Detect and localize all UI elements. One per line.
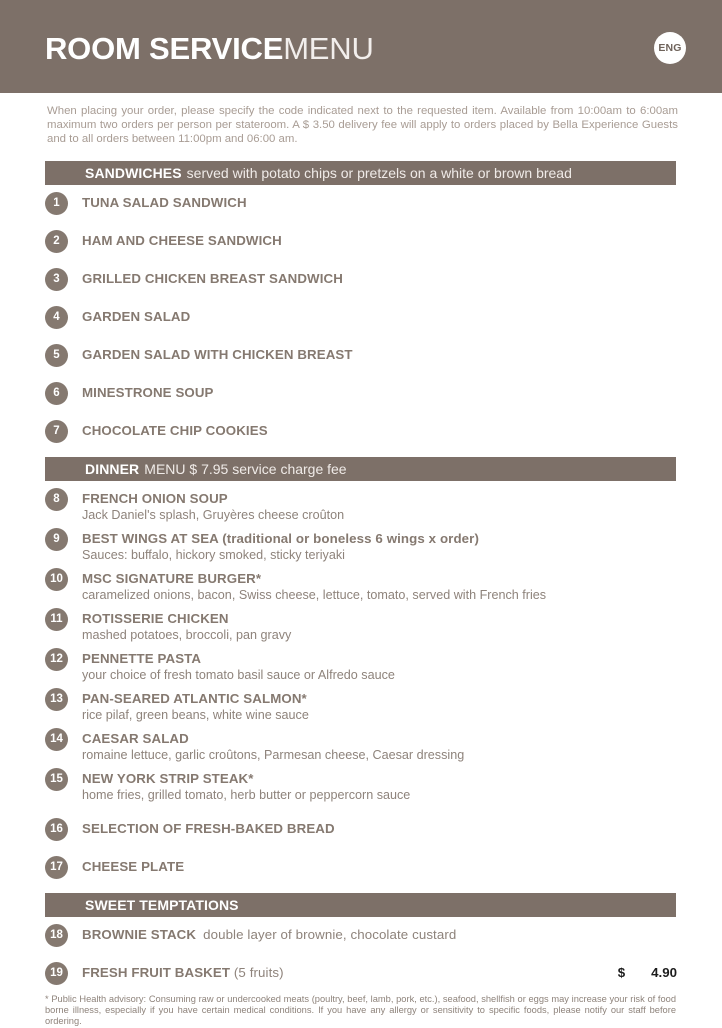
menu-item-code-badge: 1 [45,192,68,215]
menu-item[interactable] [45,268,677,291]
menu-item-body [82,728,677,763]
menu-item-code-badge: 4 [45,306,68,329]
menu-item-description: mashed potatoes, broccoli, pan gravy [82,627,292,642]
menu-item-body [82,688,677,723]
menu-item-title [82,571,677,587]
menu-item-price [618,962,677,980]
menu-item-description: your choice of fresh tomato basil sauce or Alfredo sauce [82,667,395,682]
menu-item-title-text: GARDEN SALAD WITH CHICKEN BREAST [82,346,353,362]
menu-item[interactable] [45,648,677,683]
menu-item-description: Jack Daniel's splash, Gruyères cheese croûton [82,507,345,522]
menu-item-title [82,965,604,981]
menu-item-code-badge: 11 [45,608,68,631]
menu-item-title-note: (5 fruits) [233,964,284,980]
menu-item-title [82,491,677,507]
menu-item-title [82,309,677,325]
menu-item-title-text: GRILLED CHICKEN BREAST SANDWICH [82,270,343,286]
health-advisory-note: * Public Health advisory: Consuming raw or undercooked meats (poultry, beef, lamb, pork, etc.), seafood, shellfish or eggs may increase your risk of food borne illness, especially if you have certain medical conditions. If you have any allergy or sensitivity to specific foods, please notify our staff before ordering. [45,993,676,1027]
menu-item[interactable] [45,488,677,523]
menu-item-title [82,423,677,439]
menu-item-inline-description: double layer of brownie, chocolate custard [203,926,457,942]
menu-item-body [82,382,677,401]
menu-item-title [82,611,677,627]
menu-item-title-text: FRESH FRUIT BASKET [82,964,231,980]
menu-item-title-text: TUNA SALAD SANDWICH [82,194,247,210]
page-header [0,0,722,93]
section-title: SANDWICHES [85,164,182,181]
menu-sections [45,161,677,985]
menu-item-title [82,651,677,667]
menu-item-title [82,927,677,943]
menu-item-title-text: ROTISSERIE CHICKEN [82,610,229,626]
menu-item-title-text: CHOCOLATE CHIP COOKIES [82,422,268,438]
menu-item-title [82,731,677,747]
menu-item-title-text: PENNETTE PASTA [82,650,202,666]
menu-item-list [45,924,677,985]
section-title: SWEET TEMPTATIONS [85,896,239,913]
menu-item-title [82,859,677,875]
menu-item-title-text: MSC SIGNATURE BURGER* [82,570,262,586]
menu-item[interactable] [45,856,677,879]
page-title-strong: ROOM SERVICE [45,31,284,66]
menu-item-code-badge: 5 [45,344,68,367]
menu-item-title-text: NEW YORK STRIP STEAK* [82,770,254,786]
menu-page [0,104,722,1028]
menu-item-title [82,271,677,287]
menu-item-list [45,488,677,879]
menu-item-body [82,306,677,325]
menu-item-body [82,268,677,287]
section-title: DINNER [85,460,140,477]
menu-item-body [82,648,677,683]
menu-item-code-badge: 2 [45,230,68,253]
menu-item-description: home fries, grilled tomato, herb butter or peppercorn sauce [82,787,411,802]
menu-item-title-text: HAM AND CHEESE SANDWICH [82,232,282,248]
menu-item-code-badge: 6 [45,382,68,405]
menu-item-code-badge: 10 [45,568,68,591]
menu-item-body [82,924,677,943]
menu-item-title-text: FRENCH ONION SOUP [82,490,228,506]
menu-item[interactable] [45,382,677,405]
menu-item-body [82,420,677,439]
menu-item[interactable] [45,688,677,723]
menu-item-title [82,771,677,787]
price-currency: $ [617,964,626,980]
menu-item-body [82,488,677,523]
menu-item-title [82,531,677,547]
menu-item[interactable] [45,568,677,603]
menu-item-body [82,230,677,249]
language-badge[interactable]: ENG [654,32,686,64]
menu-item[interactable] [45,818,677,841]
menu-item-code-badge: 19 [45,962,68,985]
price-amount: 4.90 [651,964,677,980]
menu-item[interactable] [45,306,677,329]
menu-item[interactable] [45,192,677,215]
menu-item-description: caramelized onions, bacon, Swiss cheese, lettuce, tomato, served with French fries [82,587,547,602]
menu-item-code-badge: 15 [45,768,68,791]
menu-item-list [45,192,677,443]
menu-item-code-badge: 7 [45,420,68,443]
menu-item-code-badge: 17 [45,856,68,879]
menu-item-body [82,344,677,363]
menu-item-body [82,528,677,563]
section-subtitle: served with potato chips or pretzels on a white or brown bread [186,164,572,181]
menu-item[interactable] [45,608,677,643]
page-title [45,30,374,68]
menu-item-body [82,818,677,837]
menu-item-code-badge: 16 [45,818,68,841]
section-header-bar [45,893,676,917]
menu-item-body [82,192,677,211]
menu-item-title [82,691,677,707]
menu-item[interactable] [45,924,677,947]
section-header-bar [45,457,676,481]
menu-item-title [82,385,677,401]
menu-item[interactable] [45,528,677,563]
section-header-bar [45,161,676,185]
menu-item-body [82,962,604,981]
menu-item-title-text: CHEESE PLATE [82,858,185,874]
menu-item-title [82,821,677,837]
menu-item-title-text: GARDEN SALAD [82,308,191,324]
menu-item-description: rice pilaf, green beans, white wine sauce [82,707,309,722]
menu-item-title-text: SELECTION OF FRESH-BAKED BREAD [82,820,335,836]
menu-item[interactable] [45,728,677,763]
page-title-light: MENU [283,31,374,66]
menu-item-body [82,568,677,603]
menu-item-title [82,233,677,249]
menu-item-title-text: CAESAR SALAD [82,730,189,746]
menu-item-code-badge: 9 [45,528,68,551]
intro-paragraph: When placing your order, please specify the code indicated next to the requested item. Available from 10:00am to 6:00am maximum two orders per person per stateroom. A $ 3.50 delivery fee will apply to orders placed by Bella Experience Guests and to all orders between 11:00pm and 06:00 am. [47,105,678,146]
menu-item-code-badge: 8 [45,488,68,511]
menu-item-code-badge: 12 [45,648,68,671]
menu-item-title [82,347,677,363]
menu-item-code-badge: 13 [45,688,68,711]
menu-item-title-text: BROWNIE STACK [82,926,197,942]
menu-item-code-badge: 3 [45,268,68,291]
menu-item-body [82,608,677,643]
menu-item-description: Sauces: buffalo, hickory smoked, sticky teriyaki [82,547,345,562]
menu-item-title-text: PAN-SEARED ATLANTIC SALMON* [82,690,307,706]
menu-item-body [82,768,677,803]
menu-item-code-badge: 18 [45,924,68,947]
menu-item[interactable] [45,962,677,985]
menu-item-title [82,195,677,211]
menu-item[interactable] [45,420,677,443]
menu-item[interactable] [45,768,677,803]
menu-item-title-text: MINESTRONE SOUP [82,384,214,400]
menu-item-title-text: BEST WINGS AT SEA (traditional or boneless 6 wings x order) [82,530,479,546]
menu-item-description: romaine lettuce, garlic croûtons, Parmesan cheese, Caesar dressing [82,747,465,762]
menu-item[interactable] [45,230,677,253]
menu-item-body [82,856,677,875]
menu-item[interactable] [45,344,677,367]
section-subtitle: MENU $ 7.95 service charge fee [144,460,347,477]
menu-item-code-badge: 14 [45,728,68,751]
